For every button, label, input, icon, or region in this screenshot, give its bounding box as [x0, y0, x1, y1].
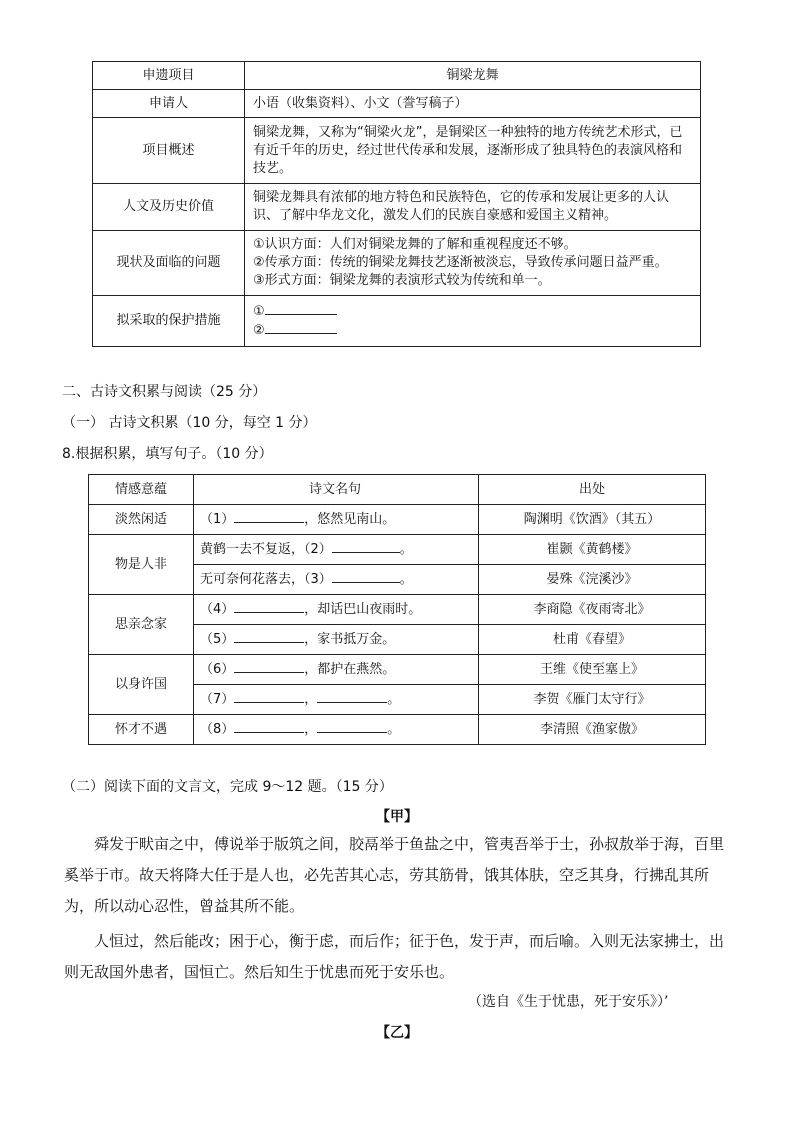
- row-value: 小语（收集资料）、小文（誊写稿子）: [245, 90, 701, 118]
- subsection-title: （一） 古诗文积累（10 分，每空 1 分）: [62, 415, 317, 431]
- row-key: 拟采取的保护措施: [93, 296, 245, 347]
- answer-blank[interactable]: [332, 570, 400, 583]
- row-key: 人文及历史价值: [93, 184, 245, 231]
- table-row: [93, 296, 701, 347]
- issue-line: ①认识方面：人们对铜梁龙舞的了解和重视程度还不够。: [253, 237, 577, 252]
- answer-blank[interactable]: [234, 510, 304, 523]
- heritage-application-table: [92, 61, 701, 347]
- answer-blank[interactable]: [234, 600, 304, 613]
- source-cell: 晏殊《浣溪沙》: [479, 565, 706, 595]
- issue-line: ②传承方面：传统的铜梁龙舞技艺逐渐被淡忘，导致传承问题日益严重。: [253, 255, 668, 270]
- row-value: 铜梁龙舞具有浓郁的地方特色和民族特色，它的传承和发展让更多的人认识、了解中华龙文化，激发人们的民族自豪感和爱国主义精神。: [245, 184, 701, 231]
- section-title: 二、古诗文积累与阅读（25 分）: [62, 384, 267, 400]
- verse-cell: 无可奈何花落去，（3） 。: [194, 565, 479, 595]
- column-header: 诗文名句: [194, 475, 479, 505]
- passage-jia-paragraph-2: 人恒过，然后能改；困于心，衡于虑，而后作；征于色，发于声，而后喻。入则无法家拂士，出则无敌国外患者，国恒亡。然后知生于忧患而死于安乐也。: [64, 932, 725, 981]
- answer-blank[interactable]: [234, 630, 304, 643]
- answer-blank[interactable]: [317, 720, 387, 733]
- passage-jia-paragraph-1: 舜发于畎亩之中，傅说举于版筑之间，胶鬲举于鱼盐之中，管夷吾举于士，孙叔敖举于海，百里奚举于市。故天将降大任于是人也，必先苦其心志，劳其筋骨，饿其体肤，空乏其身，行拂乱其所为，所以动心忍性，曾益其所不能。: [64, 835, 725, 915]
- subsection-title: （二）阅读下面的文言文，完成 9～12 题。（15 分）: [62, 779, 393, 795]
- answer-blank[interactable]: [265, 321, 337, 334]
- source-cell: 李贺《雁门太守行》: [479, 685, 706, 715]
- table-row: [89, 715, 706, 745]
- question-8: 8.根据积累，填写句子。（10 分）: [62, 446, 273, 462]
- verse-cell: （7） ， 。: [194, 685, 479, 715]
- verse-cell: （4） ，却话巴山夜雨时。: [194, 595, 479, 625]
- passage-source: （选自《生于忧患，死于安乐》）’: [468, 994, 669, 1010]
- row-key: 项目概述: [93, 118, 245, 184]
- table-row: [89, 595, 706, 625]
- answer-blank[interactable]: [332, 540, 400, 553]
- measure-number: ②: [253, 323, 265, 338]
- column-header: 情感意蕴: [89, 475, 194, 505]
- table-row: [93, 90, 701, 118]
- verse-cell: （8） ， 。: [194, 715, 479, 745]
- table-row: [93, 62, 701, 90]
- verse-cell: （6） ，都护在燕然。: [194, 655, 479, 685]
- source-cell: 崔颢《黄鹤楼》: [479, 535, 706, 565]
- poetry-fill-table: [88, 474, 706, 745]
- table-row: [89, 505, 706, 535]
- answer-blank[interactable]: [265, 302, 337, 315]
- table-row: [93, 118, 701, 184]
- row-key: 申遗项目: [93, 62, 245, 90]
- emotion-cell: 怀才不遇: [89, 715, 194, 745]
- source-cell: 李清照《渔家傲》: [479, 715, 706, 745]
- passage-label-yi: 【乙】: [376, 1025, 418, 1041]
- source-cell: 李商隐《夜雨寄北》: [479, 595, 706, 625]
- source-cell: 陶渊明《饮酒》（其五）: [479, 505, 706, 535]
- column-header: 出处: [479, 475, 706, 505]
- verse-cell: 黄鹤一去不复返，（2） 。: [194, 535, 479, 565]
- row-key: 申请人: [93, 90, 245, 118]
- emotion-cell: 思亲念家: [89, 595, 194, 655]
- row-value: [245, 231, 701, 296]
- row-key: 现状及面临的问题: [93, 231, 245, 296]
- answer-blank[interactable]: [234, 690, 304, 703]
- row-value: 铜梁龙舞，又称为“铜梁火龙”，是铜梁区一种独特的地方传统艺术形式，已有近千年的历史，经过世代传承和发展，逐渐形成了独具特色的表演风格和技艺。: [245, 118, 701, 184]
- table-row: [93, 231, 701, 296]
- verse-cell: （1） ，悠然见南山。: [194, 505, 479, 535]
- table-row: [89, 535, 706, 565]
- row-value: 铜梁龙舞: [245, 62, 701, 90]
- answer-blank[interactable]: [317, 690, 387, 703]
- passage-label-jia: 【甲】: [376, 809, 418, 825]
- answer-blank[interactable]: [234, 660, 304, 673]
- answer-blank[interactable]: [234, 720, 304, 733]
- issue-line: ③形式方面：铜梁龙舞的表演形式较为传统和单一。: [253, 273, 551, 288]
- verse-cell: （5） ，家书抵万金。: [194, 625, 479, 655]
- emotion-cell: 物是人非: [89, 535, 194, 595]
- table-row: [89, 655, 706, 685]
- emotion-cell: 淡然闲适: [89, 505, 194, 535]
- measure-number: ①: [253, 304, 265, 319]
- source-cell: 王维《使至塞上》: [479, 655, 706, 685]
- table-row: [93, 184, 701, 231]
- row-value: [245, 296, 701, 347]
- emotion-cell: 以身许国: [89, 655, 194, 715]
- table-header-row: [89, 475, 706, 505]
- source-cell: 杜甫《春望》: [479, 625, 706, 655]
